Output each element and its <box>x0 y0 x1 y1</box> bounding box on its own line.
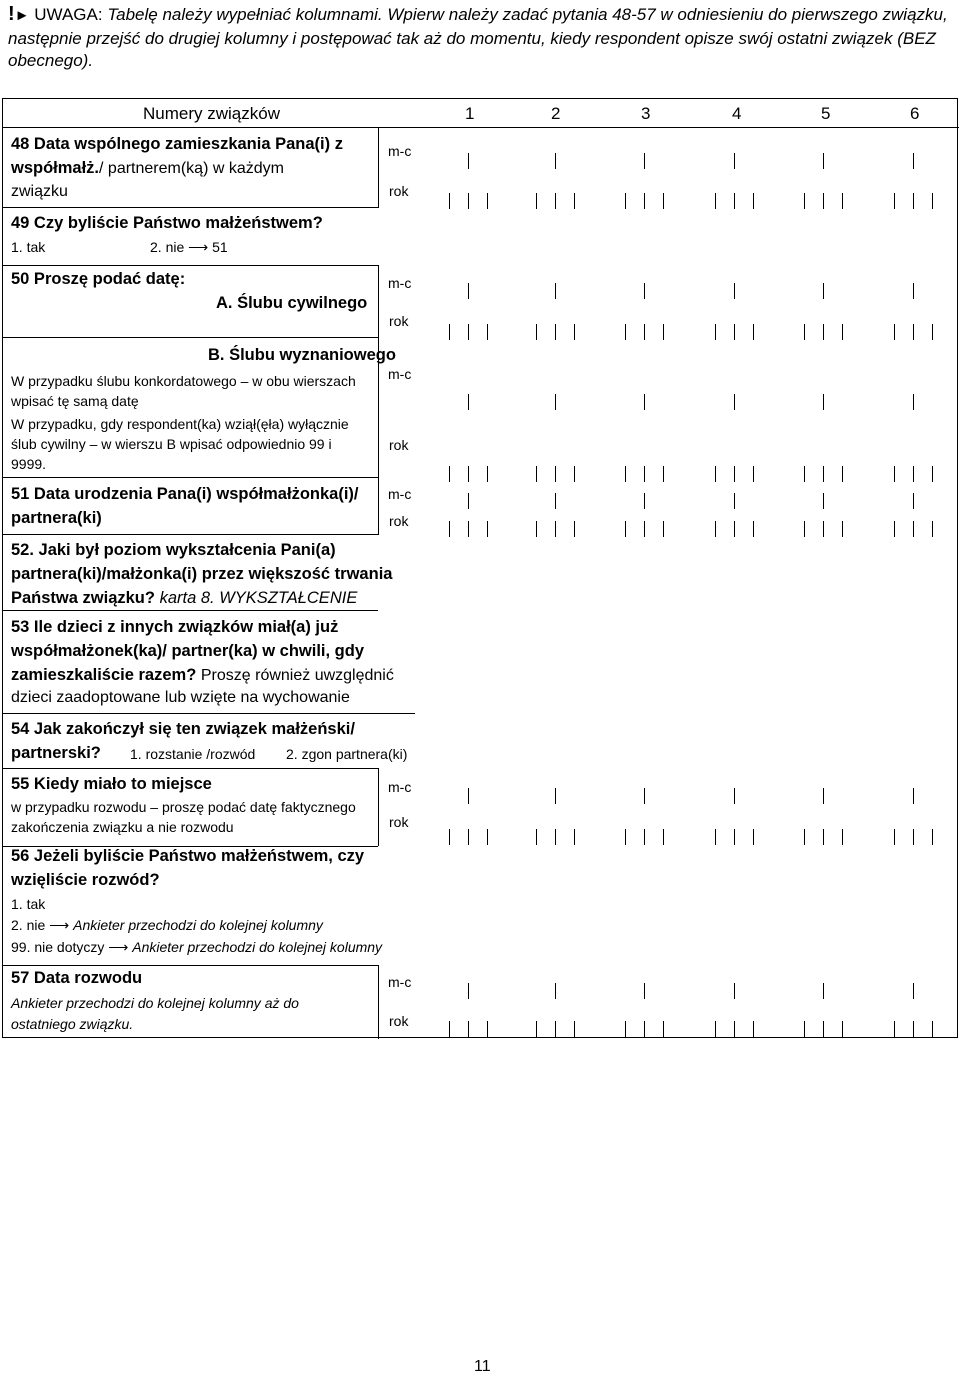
entry-tick <box>734 153 735 169</box>
entry-tick <box>555 493 556 509</box>
entry-tick <box>823 193 824 209</box>
entry-tick <box>644 788 645 804</box>
entry-tick <box>449 1021 450 1037</box>
column-number: 4 <box>732 104 742 123</box>
entry-tick <box>753 1021 754 1037</box>
entry-tick <box>842 466 843 482</box>
entry-tick <box>487 324 488 340</box>
entry-tick <box>574 829 575 845</box>
entry-tick <box>823 521 824 537</box>
entry-tick <box>468 193 469 209</box>
entry-tick <box>753 829 754 845</box>
year-label: rok <box>389 183 409 199</box>
entry-tick <box>734 283 735 299</box>
entry-tick <box>823 788 824 804</box>
entry-tick <box>913 983 914 999</box>
column-number: 5 <box>821 104 831 123</box>
entry-tick <box>894 829 895 845</box>
entry-tick <box>734 193 735 209</box>
entry-tick <box>663 829 664 845</box>
entry-tick <box>715 521 716 537</box>
entry-tick <box>804 829 805 845</box>
entry-tick <box>468 493 469 509</box>
entry-tick <box>804 193 805 209</box>
q56-option: 2. nie ⟶ Ankieter przechodzi do kolejnej kolumny <box>11 917 323 933</box>
note-label: UWAGA <box>34 5 98 24</box>
entry-tick <box>449 521 450 537</box>
q54-option: 1. rozstanie /rozwód <box>130 746 256 762</box>
entry-tick <box>663 324 664 340</box>
entry-tick <box>715 324 716 340</box>
page-number: 11 <box>474 1358 491 1375</box>
entry-tick <box>644 324 645 340</box>
entry-tick <box>734 829 735 845</box>
entry-tick <box>555 324 556 340</box>
entry-tick <box>894 521 895 537</box>
entry-tick <box>644 466 645 482</box>
entry-tick <box>663 466 664 482</box>
entry-tick <box>644 193 645 209</box>
q49-option: 2. nie ⟶ 51 <box>150 239 228 255</box>
q57-text: 57 Data rozwodu <box>11 969 143 987</box>
entry-tick <box>842 829 843 845</box>
entry-tick <box>536 1021 537 1037</box>
entry-tick <box>574 193 575 209</box>
arrow-right-icon: ► <box>14 7 30 24</box>
entry-tick <box>555 1021 556 1037</box>
q54-text: 54 Jak zakończył się ten związek małżeński/ <box>11 720 355 738</box>
entry-tick <box>823 983 824 999</box>
q49-text: 49 Czy byliście Państwo małżeństwem? <box>11 214 323 232</box>
month-label: m-c <box>388 143 412 159</box>
entry-tick <box>715 1021 716 1037</box>
entry-tick <box>625 466 626 482</box>
entry-tick <box>734 788 735 804</box>
entry-tick <box>574 324 575 340</box>
column-number: 2 <box>551 104 561 123</box>
entry-tick <box>913 153 914 169</box>
entry-tick <box>574 1021 575 1037</box>
entry-tick <box>734 466 735 482</box>
entry-tick <box>625 1021 626 1037</box>
entry-tick <box>449 324 450 340</box>
q56-option: 1. tak <box>11 896 46 912</box>
entry-tick <box>555 983 556 999</box>
entry-tick <box>468 466 469 482</box>
entry-tick <box>932 466 933 482</box>
entry-tick <box>842 521 843 537</box>
entry-tick <box>555 466 556 482</box>
entry-tick <box>644 493 645 509</box>
entry-tick <box>823 466 824 482</box>
header-title: Numery związków <box>143 104 280 123</box>
entry-tick <box>555 193 556 209</box>
entry-tick <box>715 466 716 482</box>
entry-tick <box>715 829 716 845</box>
entry-tick <box>913 466 914 482</box>
column-number: 6 <box>910 104 920 123</box>
entry-tick <box>842 1021 843 1037</box>
entry-tick <box>536 521 537 537</box>
entry-tick <box>734 983 735 999</box>
entry-tick <box>625 521 626 537</box>
entry-tick <box>913 324 914 340</box>
entry-tick <box>932 324 933 340</box>
q50-text: 50 Proszę podać datę: <box>11 270 186 288</box>
q50-civil: A. Ślubu cywilnego <box>216 294 368 312</box>
year-label: rok <box>389 1013 409 1029</box>
entry-tick <box>804 324 805 340</box>
q52-text: 52. Jaki był poziom wykształcenia Pani(a) <box>11 541 336 559</box>
entry-tick <box>823 324 824 340</box>
entry-tick <box>468 153 469 169</box>
entry-tick <box>536 193 537 209</box>
entry-tick <box>468 324 469 340</box>
entry-tick <box>468 788 469 804</box>
entry-tick <box>555 521 556 537</box>
entry-tick <box>753 193 754 209</box>
month-label: m-c <box>388 974 412 990</box>
q51-text: 51 Data urodzenia Pana(i) współmałżonka(i)/ <box>11 485 359 503</box>
entry-tick <box>823 1021 824 1037</box>
entry-tick <box>842 193 843 209</box>
entry-tick <box>913 829 914 845</box>
entry-tick <box>894 324 895 340</box>
entry-tick <box>468 1021 469 1037</box>
entry-tick <box>574 521 575 537</box>
entry-tick <box>555 153 556 169</box>
entry-tick <box>625 324 626 340</box>
entry-tick <box>487 829 488 845</box>
entry-tick <box>894 193 895 209</box>
q55-text: 55 Kiedy miało to miejsce <box>11 775 212 793</box>
entry-tick <box>804 466 805 482</box>
entry-tick <box>644 521 645 537</box>
entry-tick <box>468 283 469 299</box>
entry-tick <box>536 466 537 482</box>
entry-tick <box>555 788 556 804</box>
entry-tick <box>913 1021 914 1037</box>
entry-tick <box>734 493 735 509</box>
q48-text: 48 Data wspólnego zamieszkania Pana(i) z <box>11 135 343 153</box>
entry-tick <box>468 394 469 410</box>
entry-tick <box>644 829 645 845</box>
entry-tick <box>468 983 469 999</box>
entry-tick <box>644 153 645 169</box>
entry-tick <box>449 466 450 482</box>
exclamation-mark: ! <box>8 3 15 25</box>
q50-religious: B. Ślubu wyznaniowego <box>208 346 396 364</box>
entry-tick <box>734 521 735 537</box>
entry-tick <box>913 788 914 804</box>
entry-tick <box>913 283 914 299</box>
entry-tick <box>734 324 735 340</box>
entry-tick <box>932 1021 933 1037</box>
entry-tick <box>913 493 914 509</box>
year-label: rok <box>389 437 409 453</box>
entry-tick <box>663 193 664 209</box>
column-number: 3 <box>641 104 651 123</box>
entry-tick <box>734 1021 735 1037</box>
q53-text: 53 Ile dzieci z innych związków miał(a) już <box>11 618 339 636</box>
entry-tick <box>449 829 450 845</box>
entry-tick <box>644 1021 645 1037</box>
entry-tick <box>823 394 824 410</box>
note-text: Tabelę należy wypełniać kolumnami. Wpierw należy zadać pytania 48-57 w odniesieniu do pierwszego związku, następnie przejść do drugiej kolumny i postępować tak aż do momentu, kiedy respondent opisze swój ostatni związek (BEZ obecnego). <box>8 5 948 70</box>
month-label: m-c <box>388 486 412 502</box>
entry-tick <box>536 829 537 845</box>
instruction-note: !► UWAGA: Tabelę należy wypełniać kolumnami. Wpierw należy zadać pytania 48-57 w odniesieniu do pierwszego związku, następnie przejść do drugiej kolumny i postępować tak aż do momentu, kiedy respondent opisze swój ostatni związek (BEZ obecnego). <box>8 3 948 70</box>
q54-option: 2. zgon partnera(ki) <box>286 746 408 762</box>
entry-tick <box>574 466 575 482</box>
year-label: rok <box>389 814 409 830</box>
entry-tick <box>449 193 450 209</box>
entry-tick <box>644 983 645 999</box>
entry-tick <box>894 1021 895 1037</box>
entry-tick <box>625 829 626 845</box>
entry-tick <box>932 829 933 845</box>
entry-tick <box>487 521 488 537</box>
entry-tick <box>804 521 805 537</box>
entry-tick <box>487 193 488 209</box>
entry-tick <box>468 829 469 845</box>
column-number: 1 <box>465 104 475 123</box>
entry-tick <box>753 324 754 340</box>
entry-tick <box>913 394 914 410</box>
entry-tick <box>644 394 645 410</box>
entry-tick <box>555 283 556 299</box>
entry-tick <box>913 521 914 537</box>
entry-tick <box>823 829 824 845</box>
entry-tick <box>487 1021 488 1037</box>
entry-tick <box>663 1021 664 1037</box>
month-label: m-c <box>388 779 412 795</box>
entry-tick <box>753 521 754 537</box>
entry-tick <box>487 466 488 482</box>
q56-text: 56 Jeżeli byliście Państwo małżeństwem, czy <box>11 847 365 865</box>
month-label: m-c <box>388 366 412 382</box>
year-label: rok <box>389 313 409 329</box>
entry-tick <box>734 394 735 410</box>
entry-tick <box>932 193 933 209</box>
entry-tick <box>753 466 754 482</box>
month-label: m-c <box>388 275 412 291</box>
entry-tick <box>894 466 895 482</box>
entry-tick <box>804 1021 805 1037</box>
entry-tick <box>663 521 664 537</box>
entry-tick <box>644 283 645 299</box>
q49-option: 1. tak <box>11 239 46 255</box>
year-label: rok <box>389 513 409 529</box>
entry-tick <box>555 394 556 410</box>
q56-option: 99. nie dotyczy ⟶ Ankieter przechodzi do kolejnej kolumny <box>11 939 383 955</box>
entry-tick <box>913 193 914 209</box>
entry-tick <box>715 193 716 209</box>
entry-tick <box>555 829 556 845</box>
entry-tick <box>468 521 469 537</box>
entry-tick <box>536 324 537 340</box>
entry-tick <box>932 521 933 537</box>
entry-tick <box>823 493 824 509</box>
relationship-table: Numery związków 1 2 3 4 5 6 48 Data wspólnego zamieszkania Pana(i) z współmałż./ partnerem(ką) w każdym związku m-c rok 49 Czy byliście Państwo małżeństwem? 1. tak 2. nie ⟶ 51 50 Proszę podać datę: A. Ślubu cywilnego m-c rok B. Ślubu wyznaniowego W przypadku ślubu konkordatowego – w obu wierszach wpisać tę samą datę W przypadku, gdy respondent(ka) wziął(ęła) wyłącznie ślub cywilny – w wierszu B wpisać odpowiednio 99 i 9999. m-c rok 51 Data urodzenia Pana(i) współmałżonka(i)/ partnera(ki) m-c rok 52. Jaki był poziom wykształcenia Pani(a) partnera(ki)/małżonka(i) przez większość trwania Państwa związku? karta 8. WYKSZTAŁCENIE 53 Ile dzieci z innych związków miał(a) już współmałżonek(ka)/ partner(ka) w chwili, gdy zamieszkaliście razem? Proszę również uwzględnić dzieci zaadoptowane lub wzięte na wychowanie 54 Jak zakończył się ten związek małżeński/ partnerski? 1. rozstanie /rozwód 2. zgon partnera(ki) 55 Kiedy miało to miejsce w przypadku rozwodu – proszę podać datę faktycznego zakończenia związku a nie rozwodu m-c rok 56 Jeżeli byliście Państwo małżeństwem, czy wzięliście rozwód? 1. tak 2. nie ⟶ Ankieter przechodzi do kolejnej kolumny 99. nie dotyczy ⟶ Ankieter przechodzi do kolejnej kolumny 57 Data rozwodu Ankieter przechodzi do kolejnej kolumny aż do ostatniego związku. m-c rok <box>2 98 958 1038</box>
entry-tick <box>823 283 824 299</box>
entry-tick <box>842 324 843 340</box>
entry-tick <box>625 193 626 209</box>
entry-tick <box>823 153 824 169</box>
